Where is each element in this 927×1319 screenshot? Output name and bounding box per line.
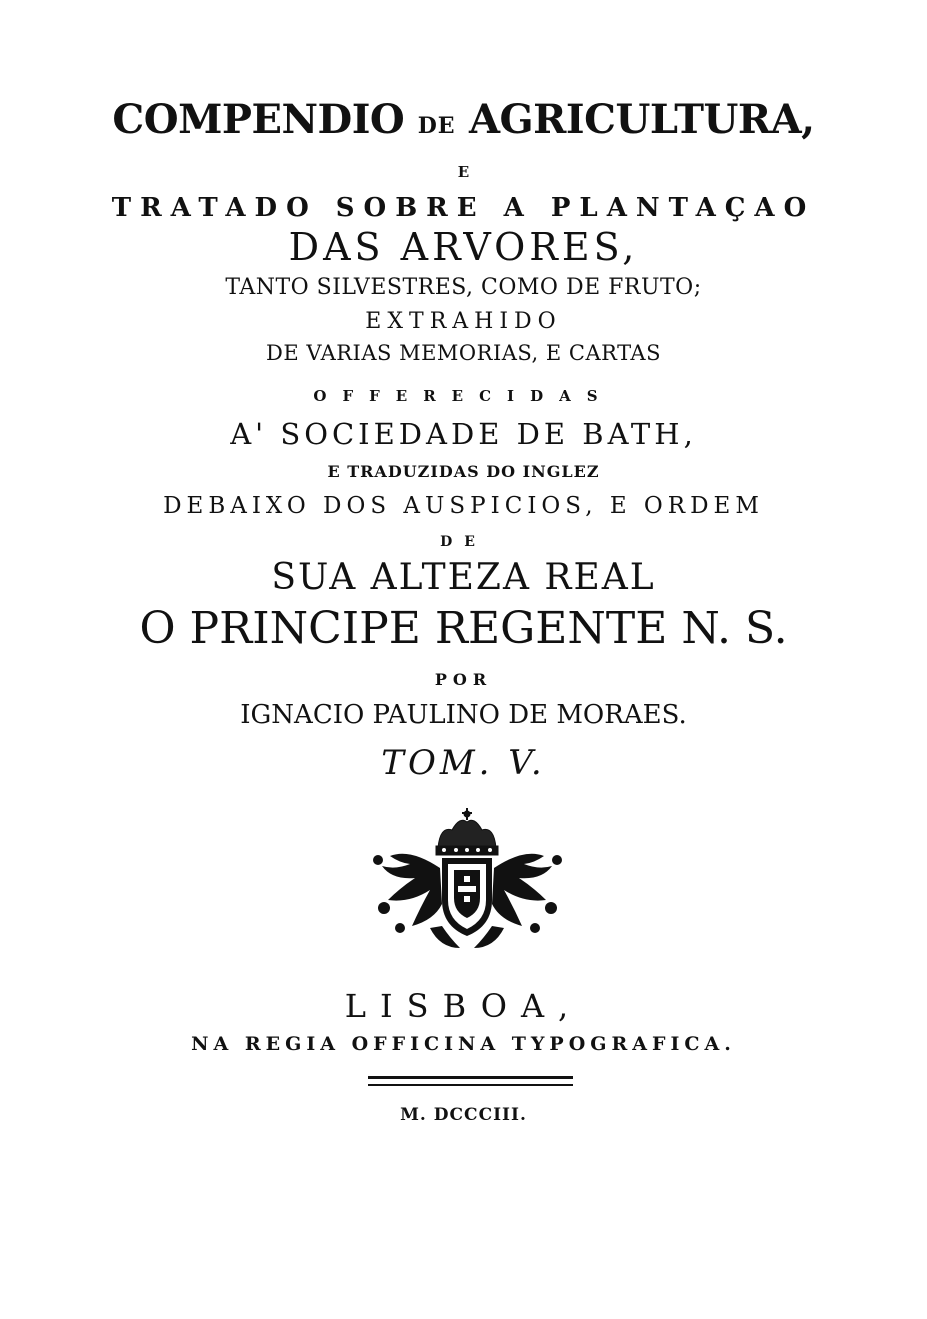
title-word-agricultura: AGRICULTURA, [468,96,815,143]
subtitle-traduzidas: E TRADUZIDAS DO INGLEZ [327,462,600,481]
subtitle-de: DE [440,534,487,550]
volume-number: TOM. V. [381,743,546,783]
subtitle-sua-alteza: SUA ALTEZA REAL [271,557,656,598]
author-name: IGNACIO PAULINO DE MORAES. [240,700,687,730]
title-word-compendio: COMPENDIO [112,96,405,143]
subtitle-debaixo: DEBAIXO DOS AUSPICIOS, E ORDEM [163,493,764,519]
subtitle-de-varias: DE VARIAS MEMORIAS, E CARTAS [266,341,661,365]
conjunction-e: E [457,163,470,181]
subtitle-extrahido: EXTRAHIDO [365,309,562,334]
subtitle-principe-regente: O PRINCIPE REGENTE N. S. [139,603,788,654]
imprint-press: NA REGIA OFFICINA TYPOGRAFICA. [191,1033,736,1055]
imprint-year: M. DCCCIII. [400,1105,527,1125]
imprint-city: LISBOA, [344,987,583,1025]
subtitle-tanto: TANTO SILVESTRES, COMO DE FRUTO; [225,275,702,300]
subtitle-offerecidas: OFFERECIDAS [313,387,614,405]
double-rule-divider [368,1075,573,1089]
royal-coat-of-arms-icon [370,808,565,958]
subtitle-das-arvores: DAS ARVORES, [288,225,639,269]
author-by: POR [434,670,493,689]
subtitle-tratado: TRATADO SOBRE A PLANTAÇAO [111,193,816,223]
subtitle-sociedade: A' SOCIEDADE DE BATH, [230,417,697,451]
book-title [0,96,927,143]
title-word-de: DE [417,113,456,139]
